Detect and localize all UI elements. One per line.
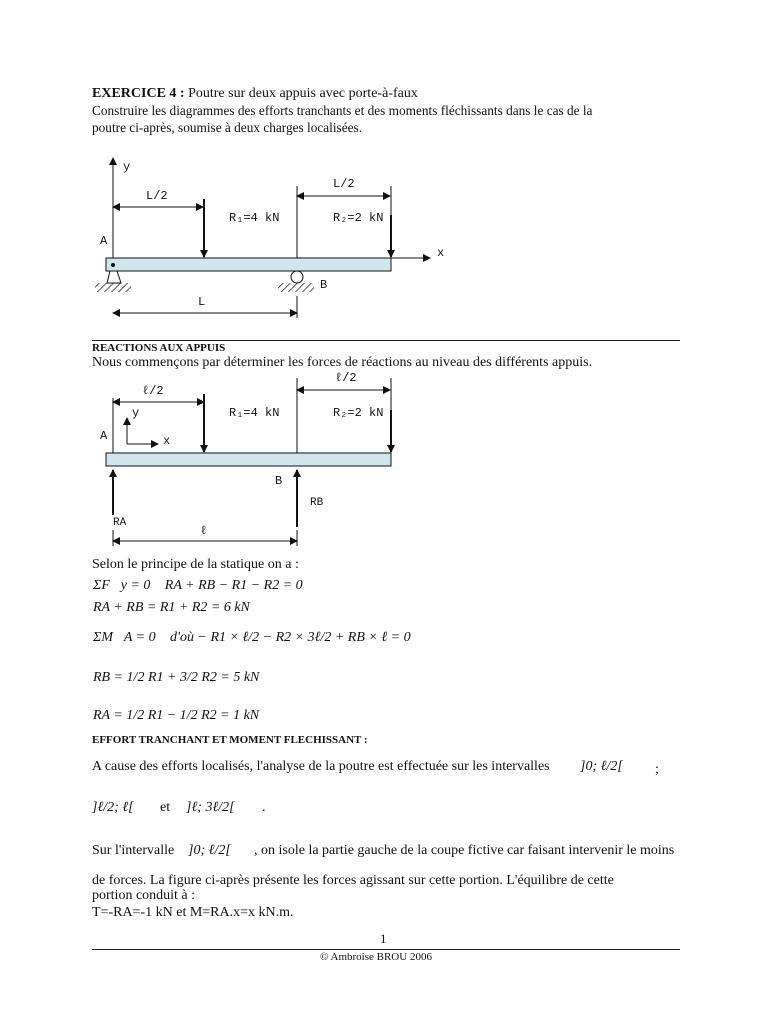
- shear-paragraph-1: A cause des efforts localisés, l'analyse de la poutre est effectuée sur les intervalles: [92, 759, 550, 774]
- interval-period: .: [262, 800, 266, 815]
- fig1-half-right-label: L/2: [333, 177, 355, 191]
- reactions-intro: Nous commençons par déterminer les forces de réactions au niveau des différents appuis.: [92, 355, 593, 370]
- fig1-b-label: B: [320, 278, 328, 292]
- fig1-y-label: y: [123, 160, 131, 174]
- equation-ra: RA = 1/2 R1 − 1/2 R2 = 1 kN: [93, 708, 260, 723]
- fig2-ra-label: RA: [113, 517, 127, 529]
- shear-paragraph-2a: Sur l'intervalle: [92, 843, 175, 858]
- beam-2: [106, 453, 391, 466]
- exercise-line-1: Construire les diagrammes des efforts tranchants et des moments fléchissants dans le cas de la: [92, 103, 593, 118]
- fig1-a-label: A: [100, 234, 108, 248]
- fig1-x-label: x: [437, 246, 445, 260]
- exercise-label: EXERCICE 4 :: [92, 86, 185, 101]
- interval-3: ]ℓ; 3ℓ/2[: [186, 800, 235, 815]
- equation-sum-forces: ΣF⃗y = 0⃗ RA + RB − R1 − R2 = 0: [93, 578, 303, 593]
- fig2-r1-label: R₁=4 kN: [229, 406, 280, 420]
- fig1-r1-label: R₁=4 kN: [229, 211, 280, 225]
- equation-reactions-sum: RA + RB = R1 + R2 = 6 kN: [93, 600, 250, 615]
- reactions-heading: REACTIONS AUX APPUIS: [92, 342, 226, 354]
- shear-heading: EFFORT TRANCHANT ET MOMENT FLECHISSANT :: [92, 734, 368, 746]
- interval-2: ]ℓ/2; ℓ[: [92, 800, 134, 815]
- fig2-b-label: B: [275, 474, 283, 488]
- fig1-l-label: L: [198, 295, 206, 309]
- fig2-rb-label: RB: [310, 497, 324, 509]
- interval-1: ]0; ℓ/2[: [580, 759, 623, 774]
- interval-et: et: [160, 800, 171, 815]
- fig2-y-label: y: [132, 406, 140, 420]
- equation-rb: RB = 1/2 R1 + 3/2 R2 = 5 kN: [93, 670, 260, 685]
- exercise-line-2: poutre ci-après, soumise à deux charges localisées.: [92, 120, 363, 135]
- fig1-r2-label: R₂=2 kN: [333, 211, 384, 225]
- shear-paragraph-3: de forces. La figure ci-après présente les forces agissant sur cette portion. L'équilibre de cette: [92, 873, 614, 888]
- fig2-half-right-label: ℓ/2: [335, 371, 357, 385]
- fig2-x-label: x: [163, 434, 171, 448]
- equation-sum-moments: ΣM⃗A = 0⃗ d'où − R1 × ℓ/2 − R2 × 3ℓ/2 + RB × ℓ = 0: [93, 630, 411, 645]
- statics-intro: Selon le principe de la statique on a :: [92, 557, 299, 572]
- fig2-half-left-label: ℓ/2: [142, 384, 164, 398]
- interval-separator: ;: [655, 762, 659, 777]
- interval-4: ]0; ℓ/2[: [188, 843, 231, 858]
- fig1-half-left-label: L/2: [146, 189, 168, 203]
- shear-paragraph-4: portion conduit à :: [92, 888, 196, 903]
- shear-paragraph-2b: , on isole la partie gauche de la coupe fictive car faisant intervenir le moins: [254, 843, 675, 858]
- fig2-a-label: A: [100, 429, 108, 443]
- shear-result: T=-RA=-1 kN et M=RA.x=x kN.m.: [92, 905, 294, 920]
- page-number: 1: [380, 931, 387, 946]
- fig2-r2-label: R₂=2 kN: [333, 406, 384, 420]
- fig2-l-label: ℓ: [200, 524, 208, 538]
- exercise-title: Poutre sur deux appuis avec porte-à-faux: [188, 86, 418, 101]
- copyright: © Ambroise BROU 2006: [320, 951, 432, 963]
